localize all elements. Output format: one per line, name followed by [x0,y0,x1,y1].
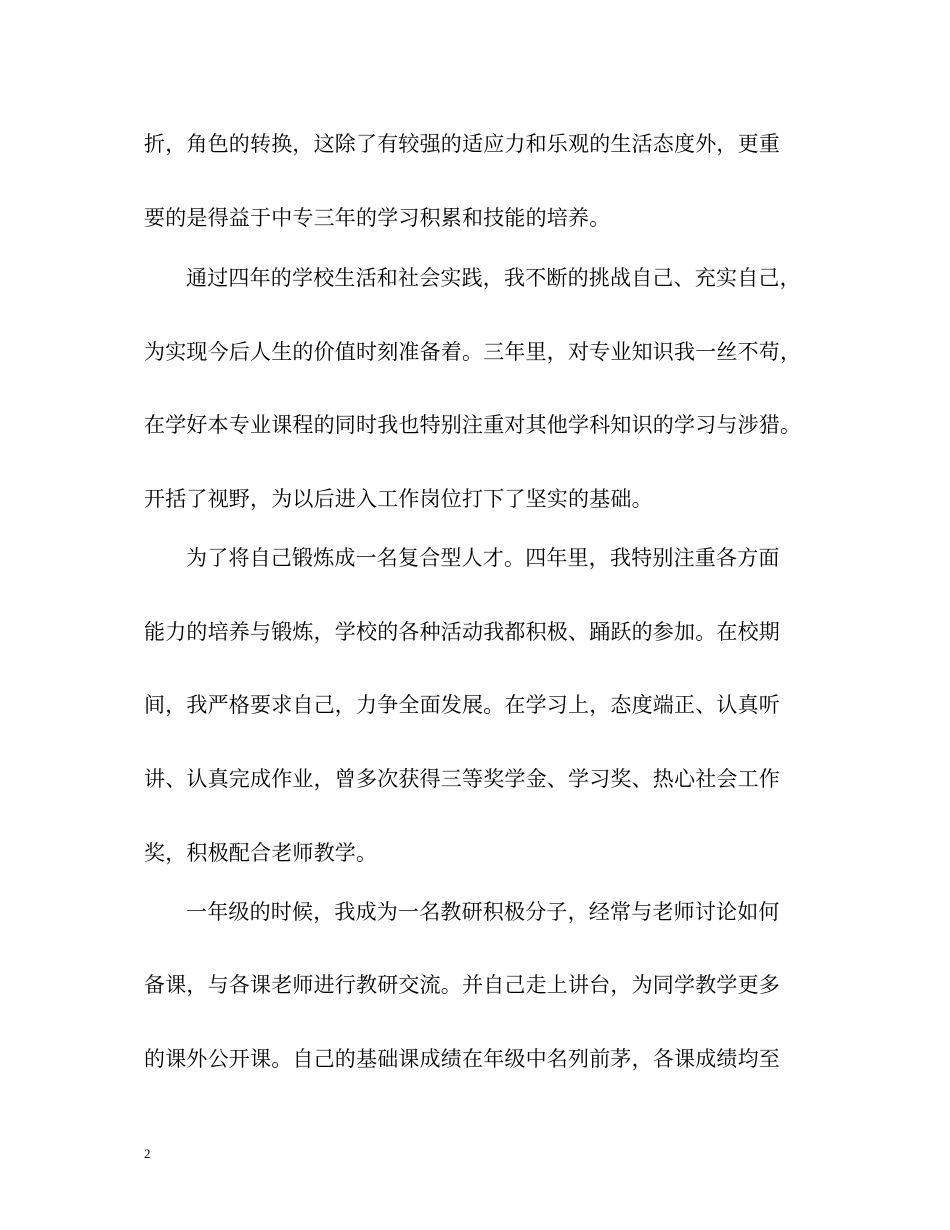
text-line: 开括了视野，为以后进入工作岗位打下了坚实的基础。 [144,487,653,511]
text-line: 能力的培养与锻炼，学校的各种活动我都积极、踊跃的参加。在校期 [144,620,780,644]
text-line: 为实现今后人生的价值时刻准备着。三年里，对专业知识我一丝不苟， [144,340,802,364]
text-line: 在学好本专业课程的同时我也特别注重对其他学科知识的学习与涉猎。 [144,413,802,437]
text-line: 间，我严格要求自己，力争全面发展。在学习上，态度端正、认真听 [144,693,780,717]
text-line: 要的是得益于中专三年的学习积累和技能的培养。 [144,206,611,230]
text-line: 折，角色的转换，这除了有较强的适应力和乐观的生活态度外，更重 [144,132,780,156]
paragraph-first-line: 为了将自己锻炼成一名复合型人才。四年里，我特别注重各方面 [186,546,780,570]
paragraph-first-line: 通过四年的学校生活和社会实践，我不断的挑战自己、充实自己， [186,266,801,290]
text-line: 的课外公开课。自己的基础课成绩在年级中名列前茅，各课成绩均至 [144,1047,780,1071]
page-number: 2 [144,1146,151,1161]
text-line: 备课，与各课老师进行教研交流。并自己走上讲台，为同学教学更多 [144,973,780,997]
text-line: 奖，积极配合老师教学。 [144,841,378,865]
paragraph-first-line: 一年级的时候，我成为一名教研积极分子，经常与老师讨论如何 [186,900,780,924]
text-line: 讲、认真完成作业，曾多次获得三等奖学金、学习奖、热心社会工作 [144,767,780,791]
